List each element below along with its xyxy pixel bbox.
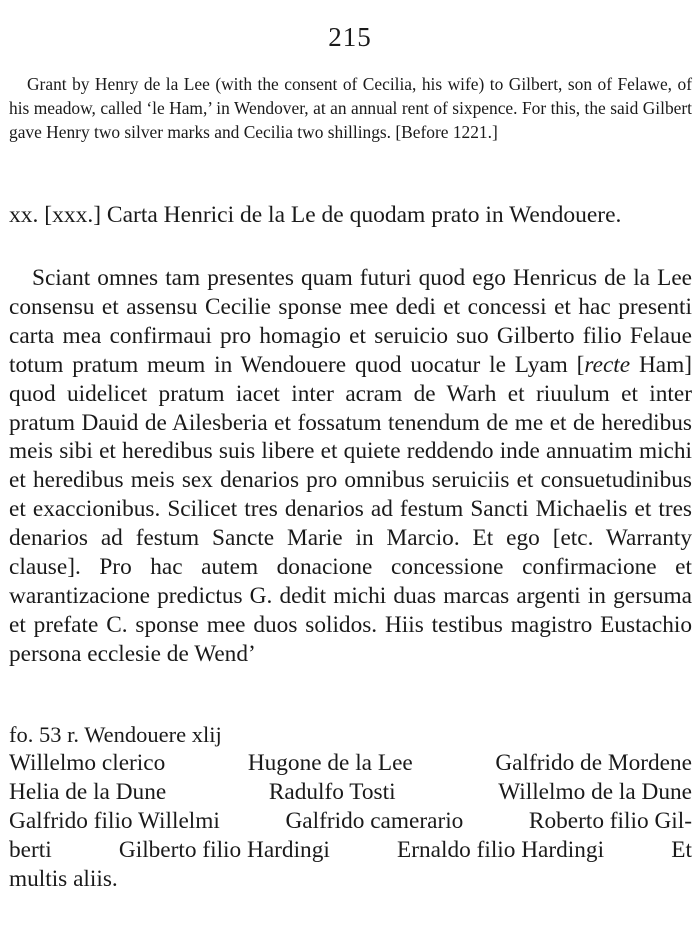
- witness-line: [9, 865, 692, 894]
- witness-name: berti: [9, 837, 52, 863]
- witness-name: Et: [671, 837, 692, 863]
- witness-name: Roberto filio Gil-: [528, 808, 692, 834]
- witness-name: Hugone de la Lee: [247, 750, 413, 776]
- witness-name: Radulfo Tosti: [268, 779, 396, 805]
- summary-paragraph: Grant by Henry de la Lee (with the consent of Cecilia, his wife) to Gilbert, son of Felawe, of his meadow, called ‘le Ham,’ in Wendover, at an annual rent of sixpence. For this, the said Gilbert gave Henry two silver marks and Cecilia two shillings. [Before 1221.]: [9, 74, 692, 142]
- witness-name: Ernaldo filio Hardingi: [397, 837, 605, 863]
- witness-name: Galfrido camerario: [285, 808, 464, 834]
- witness-name: Willelmo de la Dune: [498, 779, 692, 805]
- witness-name: Galfrido filio Willelmi: [9, 808, 220, 834]
- folio-reference: fo. 53 r. Wendouere xlij: [9, 722, 222, 747]
- witness-name: Helia de la Dune: [9, 779, 167, 805]
- witness-list: [9, 749, 692, 894]
- witness-line: [9, 778, 692, 807]
- charter-text-part-1: Sciant omnes tam presentes quam futuri quod ego Henricus de la Lee consensu et assensu Cecilie sponse mee dedi et concessi et hac presenti carta mea confirmaui pro homagio et seruicio suo Gilberto filio Felaue totum pratum meum in Wendouere quod uocatur le Lyam [: [9, 265, 692, 378]
- witness-line: [9, 836, 692, 865]
- witness-name: Willelmo clerico: [9, 750, 166, 776]
- witness-line: [9, 807, 692, 836]
- charter-text: [9, 264, 692, 669]
- witness-name: Galfrido de Mordene: [495, 750, 692, 776]
- witness-line: [9, 749, 692, 778]
- charter-text-part-2: Ham] quod uidelicet pratum iacet inter acram de Warh et riuulum et inter pratum Dauid de Ailesberia et fossatum tenendum de me et de heredibus meis sibi et heredibus suis libere et quiete reddendo inde annuatim michi et heredibus meis sex denarios pro omnibus seruiciis et consuetudinibus et exaccionibus. Scilicet tres denarios ad festum Sancti Michaelis et tres denarios ad festum Sancte Marie in Marcio. Et ego [etc. Warranty clause]. Pro hac autem donacione concessione confirmacione et warantizacione predictus G. dedit michi duas marcas argenti in gersuma et prefate C. sponse mee duos solidos. Hiis testibus magistro Eustachio persona ecclesie de Wend’: [9, 351, 692, 667]
- charter-heading: xx. [xxx.] Carta Henrici de la Le de quodam prato in Wendouere.: [9, 202, 622, 228]
- page-number: 215: [328, 22, 372, 52]
- witness-closing: multis aliis.: [9, 866, 118, 892]
- witness-name: Gilberto filio Hardingi: [118, 837, 330, 863]
- charter-text-italic: recte: [584, 351, 631, 378]
